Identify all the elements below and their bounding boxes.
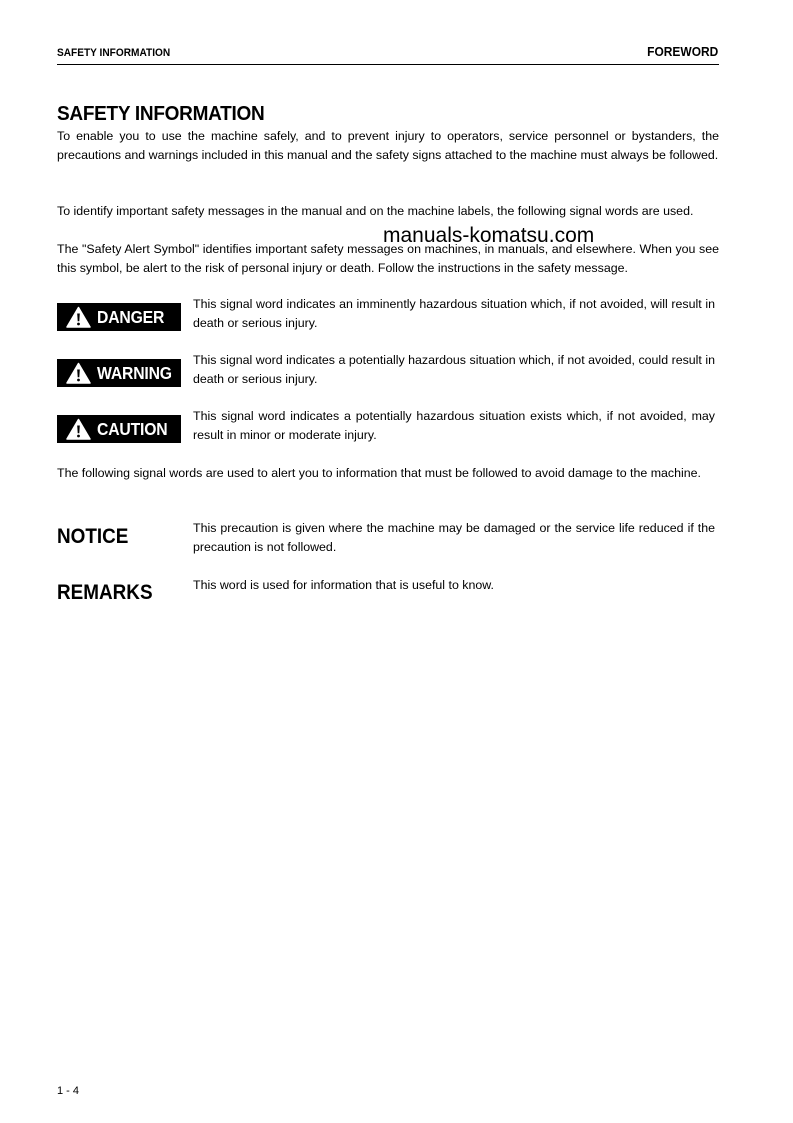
caution-description: This signal word indicates a potentially hazardous situation exists which, if not avoided, may result in minor or moderate injury. [193,409,715,442]
danger-label: DANGER [97,306,165,327]
header-chapter-title: FOREWORD [646,44,718,59]
warning-badge [57,359,181,387]
signal-words-paragraph: To identify important safety messages in the manual and on the machine labels, the following signal words are used. [57,204,694,218]
page-title: SAFETY INFORMATION [57,103,265,125]
caution-label: CAUTION [97,418,168,439]
remarks-label: REMARKS [57,581,153,604]
caution-badge [57,415,181,443]
danger-badge [57,303,181,331]
notice-description: This precaution is given where the machine may be damaged or the service life reduced if the precaution is not followed. [193,521,715,554]
safety-alert-triangle-icon [66,362,91,384]
alert-symbol-paragraph: The "Safety Alert Symbol" identifies important safety messages on machines, in manuals, and elsewhere. When you see this symbol, be alert to the risk of personal injury or death. Follow the instructions in the safety message. [57,242,719,275]
machine-damage-paragraph: The following signal words are used to alert you to information that must be followed to avoid damage to the machine. [57,466,701,480]
danger-description: This signal word indicates an imminently hazardous situation which, if not avoided, will result in death or serious injury. [193,297,715,330]
notice-label: NOTICE [57,525,129,548]
remarks-description: This word is used for information that is useful to know. [193,578,494,592]
header-rule [57,64,719,65]
header-section-title: SAFETY INFORMATION [57,47,171,59]
watermark-link[interactable]: manuals-komatsu.com [383,224,595,247]
warning-description: This signal word indicates a potentially hazardous situation which, if not avoided, could result in death or serious injury. [193,353,715,386]
warning-label: WARNING [97,362,172,383]
safety-alert-triangle-icon [66,306,91,328]
intro-paragraph: To enable you to use the machine safely, and to prevent injury to operators, service personnel or bystanders, the precautions and warnings included in this manual and the safety signs attached to the machine must always be followed. [57,129,719,162]
safety-alert-triangle-icon [66,418,91,440]
page-number: 1 - 4 [57,1085,80,1097]
